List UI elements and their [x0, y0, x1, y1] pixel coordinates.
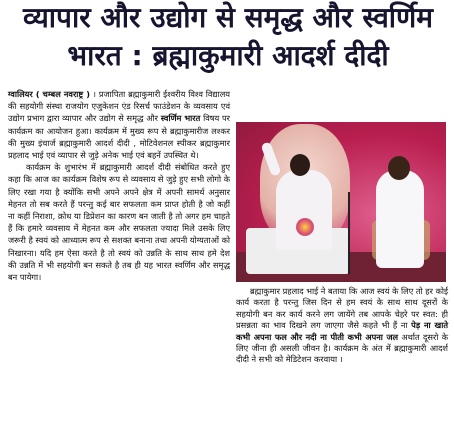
- event-photo: [236, 112, 446, 282]
- dateline: ग्वालियर ( चम्बल नवराष्ट्र ): [8, 89, 91, 99]
- flower-bouquet: [296, 218, 314, 236]
- speaker-head: [290, 154, 310, 176]
- headline-line-2: भारत : ब्रह्माकुमारी आदर्श दीदी: [67, 39, 389, 72]
- paragraph-1-text-b: विषय पर कार्यक्रम का आयोजन हुआ। कार्यक्रम में मुख्य रूप से ब्रह्माकुमारीज लश्कर की मुख्य इंचार्ज ब्रह्माकुमारी आदर्श दीदी , मोटिवेशनल स्पीकर ब्रह्माकुमार प्रहलाद भाई एवं व्यापार से जुड़े अनेक भाई एवं बहनें उपस्थित थे।: [8, 113, 230, 161]
- headline: [8, 2, 448, 70]
- headline-line-1: व्यापार और उद्योग से समृद्ध और स्वर्णिम: [22, 1, 434, 34]
- paragraph-1-text-a: । प्रजापिता ब्रह्माकुमारी ईश्वरीय विश्व विद्यालय की सहयोगी संस्था राजयोग एजुकेशन एंड रिसर्च फाउंडेशन के व्यवसाय एवं उद्योग प्रभाग द्वारा व्यापार और उद्योग से समृद्ध और: [8, 89, 230, 124]
- article-paragraph-3: [236, 286, 448, 366]
- paragraph-3-text-a: ब्रह्माकुमार प्रहलाद भाई ने बताया कि आज स्वयं के लिए तो हर कोई कार्य करता है परन्तु जिस दिन से हम स्वयं के साथ साथ दूसरों के सहयोगी बन कर कार्य करने लग जायेंगे तब आपके चेहरे पर स्वत: ही प्रसन्नता का भाव दिखने लग जाएगा जैसे कहते भी हैं ना: [236, 286, 448, 331]
- speaker-figure: [276, 170, 332, 250]
- paragraph-3-text-b: अर्थात दूसरो के लिए जीना ही असली जीवन है। कार्यक्रम के अंत में ब्रह्माकुमारी आदर्श दीदी ने सभी को मेडिटेशन करवाया ।: [236, 331, 448, 365]
- article-paragraph-1: [8, 88, 230, 161]
- article-right-column: [236, 286, 448, 366]
- seated-lady-figure: [376, 170, 424, 268]
- paragraph-1-bold: स्वर्णिम भारत: [160, 113, 201, 124]
- article-left-column: [8, 88, 230, 283]
- article-paragraph-2: कार्यक्रम के शुभारंभ में ब्रह्माकुमारी आदर्श दीदी संबोधित करते हुए कहा कि आज का कार्यक्रम विशेष रूप से व्यवसाय से जुड़े हुए सभी लोगो के लिए रखा गया है क्योंकि सभी अपने अपने क्षेत्र में अपनी सामर्थ अनुसार मेहनत तो सब करते हैं परन्तु कई बार सफलता कम प्राप्त होती है जो कहीं ना कहीं निराशा, क्रोध या डिप्रेशन का कारण बन जाती है तो अगर हम चाहते हैं कि हमारे व्यवसाय में मेहनत कम और सफलता ज्यादा मिले उसके लिए जरूरी है स्वयं को आध्यात्म रूप से सशक्त बनाना तथा अपनी योग्यताओं को निखारना। यदि हम ऐसा करते है तो स्वयं को उन्नति के साथ साथ हमे देश की उन्नति में भी सहयोगी बन सकते है तब ही यह भारत स्वर्णिम और समृद्ध बन पायेगा।: [8, 162, 230, 283]
- microphone-stand: [348, 192, 350, 274]
- paragraph-3-bold-quote: पेड़ ना खाते कभी अपना फल और नदी ना पीती कभी अपना जल: [236, 320, 448, 342]
- photo-top-banner: [236, 112, 446, 122]
- seated-lady-head: [388, 156, 410, 180]
